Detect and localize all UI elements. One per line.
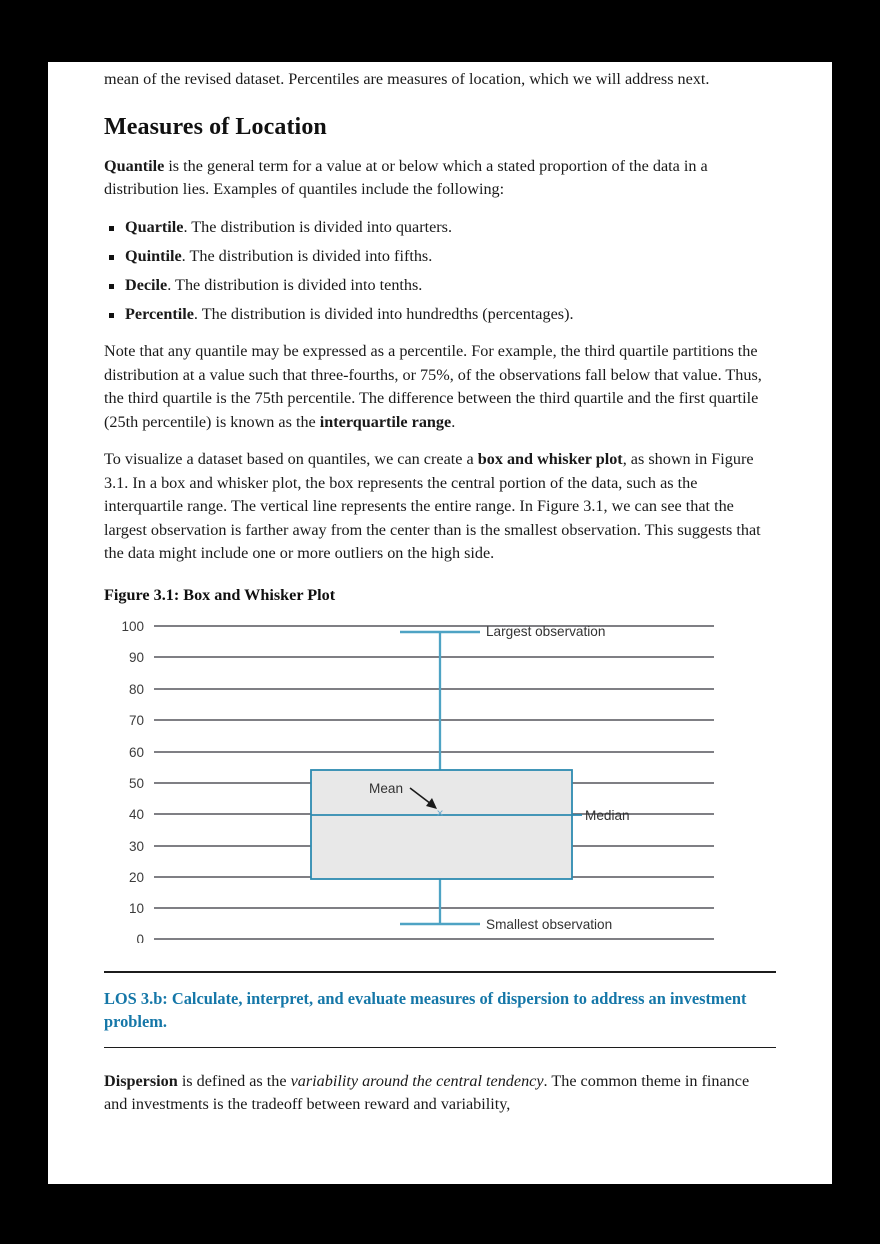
list-item-text: . The distribution is divided into fifths. xyxy=(181,246,433,265)
y-tick-label: 50 xyxy=(128,775,144,791)
list-item-text: . The distribution is divided into tenths. xyxy=(167,275,423,294)
paragraph-visualize-a: To visualize a dataset based on quantiles, we can create a xyxy=(104,450,478,468)
list-item xyxy=(104,216,776,240)
paragraph-visualize xyxy=(104,448,776,566)
interquartile-box xyxy=(311,770,572,879)
y-tick-label: 100 xyxy=(121,618,144,634)
paragraph-percentile-note xyxy=(104,340,776,434)
y-tick-label: 10 xyxy=(128,900,144,916)
figure-caption: Figure 3.1: Box and Whisker Plot xyxy=(104,585,336,604)
list-item xyxy=(104,274,776,298)
term-box-and-whisker-plot: box and whisker plot xyxy=(477,450,623,468)
term-quantile: Quantile xyxy=(104,156,165,175)
list-item-term: Quartile xyxy=(125,217,184,236)
paragraph-dispersion-b: . The common theme in finance and investments is the tradeoff between reward and variability, xyxy=(104,1071,750,1113)
list-item xyxy=(104,245,776,269)
paragraph-quantile-rest: is the general term for a value at or below which a stated proportion of the data in a distribution lies. Examples of quantiles include the following: xyxy=(104,156,708,198)
y-tick-label: 20 xyxy=(128,869,144,885)
list-item-term: Quintile xyxy=(125,246,182,265)
los-block xyxy=(104,971,776,1048)
paragraph-visualize-b: , as shown in Figure 3.1. In a box and whisker plot, the box represents the central portion of the data, such as the interquartile range. The vertical line represents the entire range. In Figure 3.1, we can see that the largest observation is farther away from the center than is the smallest observation. This suggests that the data might include one or more outliers on the high side. xyxy=(104,450,761,562)
list-item-text: . The distribution is divided into quarters. xyxy=(183,217,453,236)
y-tick-label: 0 xyxy=(136,931,144,943)
y-tick-label: 90 xyxy=(128,649,144,665)
list-item-text: . The distribution is divided into hundredths (percentages). xyxy=(193,304,574,323)
annotation-median: Median xyxy=(585,807,630,823)
page-title: Measures of Location xyxy=(104,113,327,140)
paragraph-dispersion-a: is defined as the xyxy=(177,1071,291,1090)
list-item xyxy=(104,303,776,327)
paragraph-note-end: . xyxy=(451,412,456,431)
annotation-mean: Mean xyxy=(369,780,404,796)
document-page xyxy=(48,62,832,1184)
y-tick-label: 60 xyxy=(128,744,144,760)
y-tick-label: 80 xyxy=(128,681,144,697)
phrase-variability-around-central-tendency: variability around the central tendency xyxy=(290,1071,544,1090)
annotation-smallest-observation: Smallest observation xyxy=(486,916,613,932)
box-group xyxy=(311,770,572,879)
page-content xyxy=(104,68,776,1131)
paragraph-quantile-definition xyxy=(104,155,776,202)
paragraph-dispersion xyxy=(104,1070,776,1117)
annotation-largest-observation: Largest observation xyxy=(486,623,606,639)
y-tick-label: 30 xyxy=(128,838,144,854)
mean-marker-icon: × xyxy=(436,805,444,820)
y-axis-tick-labels xyxy=(121,619,144,943)
term-dispersion: Dispersion xyxy=(104,1071,178,1090)
chart-svg xyxy=(104,613,776,943)
y-tick-label: 70 xyxy=(128,712,144,728)
quantile-types-list xyxy=(104,216,776,327)
term-interquartile-range: interquartile range xyxy=(319,412,452,431)
y-tick-label: 40 xyxy=(128,806,144,822)
paragraph-note-text: Note that any quantile may be expressed as a percentile. For example, the third quartile partitions the distribution at a value such that three-fourths, or 75%, of the observations fall below that value. Thus, the third quartile is the 75th percentile. The difference between the third quartile and the first quartile (25th percentile) is known as the xyxy=(104,342,762,431)
list-item-term: Decile xyxy=(125,275,168,294)
box-and-whisker-chart xyxy=(104,613,776,953)
los-rule-bottom xyxy=(104,1047,776,1048)
list-item-term: Percentile xyxy=(125,304,194,323)
los-statement: LOS 3.b: Calculate, interpret, and evaluate measures of dispersion to address an investment problem. xyxy=(104,988,747,1031)
paragraph-intro: mean of the revised dataset. Percentiles are measures of location, which we will address next. xyxy=(104,70,710,88)
